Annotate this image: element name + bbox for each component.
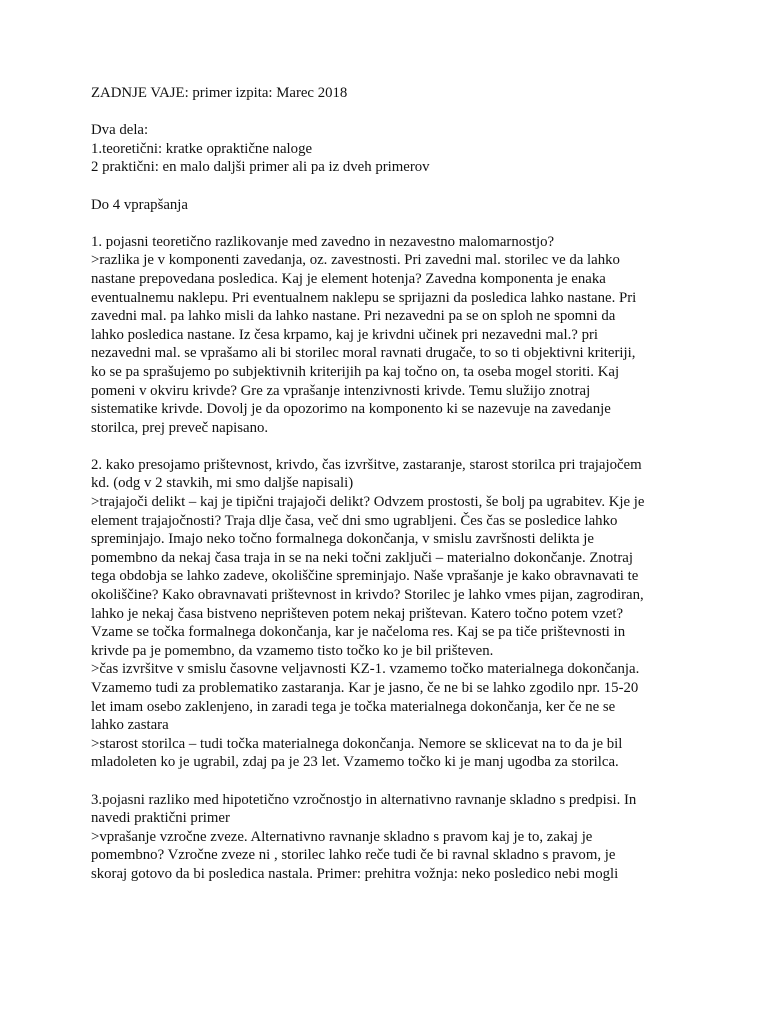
q1-line: >razlika je v komponenti zavedanja, oz. zavestnosti. Pri zavedni mal. storilec ve da lahko [91, 252, 620, 269]
q3-line: skoraj gotovo da bi posledica nastala. Primer: prehitra vožnja: neko posledico nebi mogli [91, 865, 619, 882]
question-1-block [91, 233, 691, 438]
document-title: ZADNJE VAJE: primer izpita: Marec 2018 [91, 85, 348, 101]
q2-line: lahko je nekaj časa bistveno neprišteven potem nekaj prištevan. Katero točno potem vzet? [91, 605, 624, 622]
question-count-note: Do 4 vprapšanja [91, 196, 188, 213]
spacer [91, 177, 691, 196]
q1-line: lahko posledica nastane. Iz česa krpamo, kaj je krivdni učinek pri nezavedni mal.? pri [91, 326, 599, 343]
q2-line: >čas izvršitve v smislu časovne veljavnosti KZ-1. vzamemo točko materialnega dokončanja. [91, 661, 640, 678]
q3-line: navedi praktični primer [91, 810, 230, 827]
q2-line: lahko zastara [91, 717, 169, 734]
q1-line: sistematike krivde. Dovolj je da opozorimo na komponento ki se nazevuje na zavedanje [91, 401, 611, 418]
q3-line: 3.pojasni razliko med hipotetično vzročnostjo in alternativno ravnanje skladno s predpisi. In [91, 791, 637, 808]
q2-line: >trajajoči delikt – kaj je tipični trajajoči delikt? Odvzem prostosti, še bolj pa ugrabitev. Kje je [91, 494, 645, 511]
q1-line: nastane prepovedana posledica. Kaj je element hotenja? Zavedna komponenta je enaka [91, 270, 606, 287]
spacer [91, 437, 691, 456]
q1-line: 1. pojasni teoretično razlikovanje med zavedno in nezavestno malomarnostjo? [91, 233, 555, 250]
spacer [91, 214, 691, 233]
spacer [91, 772, 691, 791]
q2-line: okoliščine? Kako obravnavati prištevnost in krivdo? Storilec je lahko vmes pijan, zagrodiran, [91, 587, 644, 604]
intro-line: Dva dela: [91, 122, 149, 139]
q3-line: pomembno? Vzročne zveze ni , storilec lahko reče tudi če bi ravnal skladno s pravom, je [91, 847, 616, 864]
q2-line: 2. kako presojamo prištevnost, krivdo, čas izvršitve, zastaranje, starost storilca pri trajajočem [91, 456, 642, 473]
q2-line: >starost storilca – tudi točka materialnega dokončanja. Nemore se sklicevat na to da je bil [91, 735, 623, 752]
q1-line: nezavedni mal. se vprašamo ali bi storilec moral ravnati drugače, to so ti objektivni kriteriji, [91, 345, 636, 362]
q2-line: Vzamemo tudi za problematiko zastaranja. Kar je jasno, če ne bi se lahko zgodilo npr. 15-20 [91, 680, 639, 696]
q2-line: mladoleten ko je ugrabil, zdaj pa je 23 let. Vzamemo točko ki je manj ugodba za storilca. [91, 754, 619, 771]
document-body [91, 84, 691, 884]
q2-line: tega obdobja se lahko zadeve, okoliščine spreminjajo. Naše vprašanje je kako obravnavati te [91, 568, 639, 585]
q1-line: ko se pa sprašujemo po subjektivnih kriterijih pa kaj točno on, ta oseba mogel storiti. Kaj [91, 363, 620, 380]
q2-line: let imam osebo zaklenjeno, in zaradi tega je točka materialnega dokončanja, ker če ne se [91, 698, 616, 715]
q1-line: pomeni v okviru krivde? Gre za vprašanje intenzivnosti krivde. Temu služijo znotraj [91, 382, 591, 399]
q2-line: pomembno da nekaj časa traja in se na neki točni zaključi – materialno dokončanje. Znotraj [91, 549, 633, 566]
question-2-block [91, 456, 691, 772]
q1-line: storilca, prej preveč napisano. [91, 419, 269, 436]
intro-line: 2 praktični: en malo daljši primer ali pa iz dveh primerov [91, 159, 430, 176]
q1-line: zavedni mal. pa lahko misli da lahko nastane. Pri nezavedni pa se on sploh ne spomni da [91, 308, 616, 325]
question-3-block [91, 791, 691, 884]
q1-line: eventualnemu naklepu. Pri eventualnem naklepu se sprijazni da posledica lahko nastane. Pri [91, 289, 637, 306]
q2-line: element trajajočnosti? Traja dlje časa, več dni smo ugrabljeni. Čes čas se posledice lahko [91, 512, 618, 529]
q2-line: krivde pa je pomembno, da vzamemo tisto točko ko je bil prišteven. [91, 642, 494, 659]
q2-line: spreminjajo. Imajo neko točno formalnega dokončanja, v smislu završnosti delikta je [91, 531, 594, 548]
q3-line: >vprašanje vzročne zveze. Alternativno ravnanje skladno s pravom kaj je to, zakaj je [91, 828, 593, 845]
q2-line: kd. (odg v 2 stavkih, mi smo daljše napisali) [91, 475, 354, 492]
spacer [91, 103, 691, 122]
q2-line: Vzame se točka formalnega dokončanja, kar je načeloma res. Kaj se pa tiče prištevnosti in [91, 624, 626, 641]
intro-line: 1.teoretični: kratke opraktične naloge [91, 140, 313, 157]
